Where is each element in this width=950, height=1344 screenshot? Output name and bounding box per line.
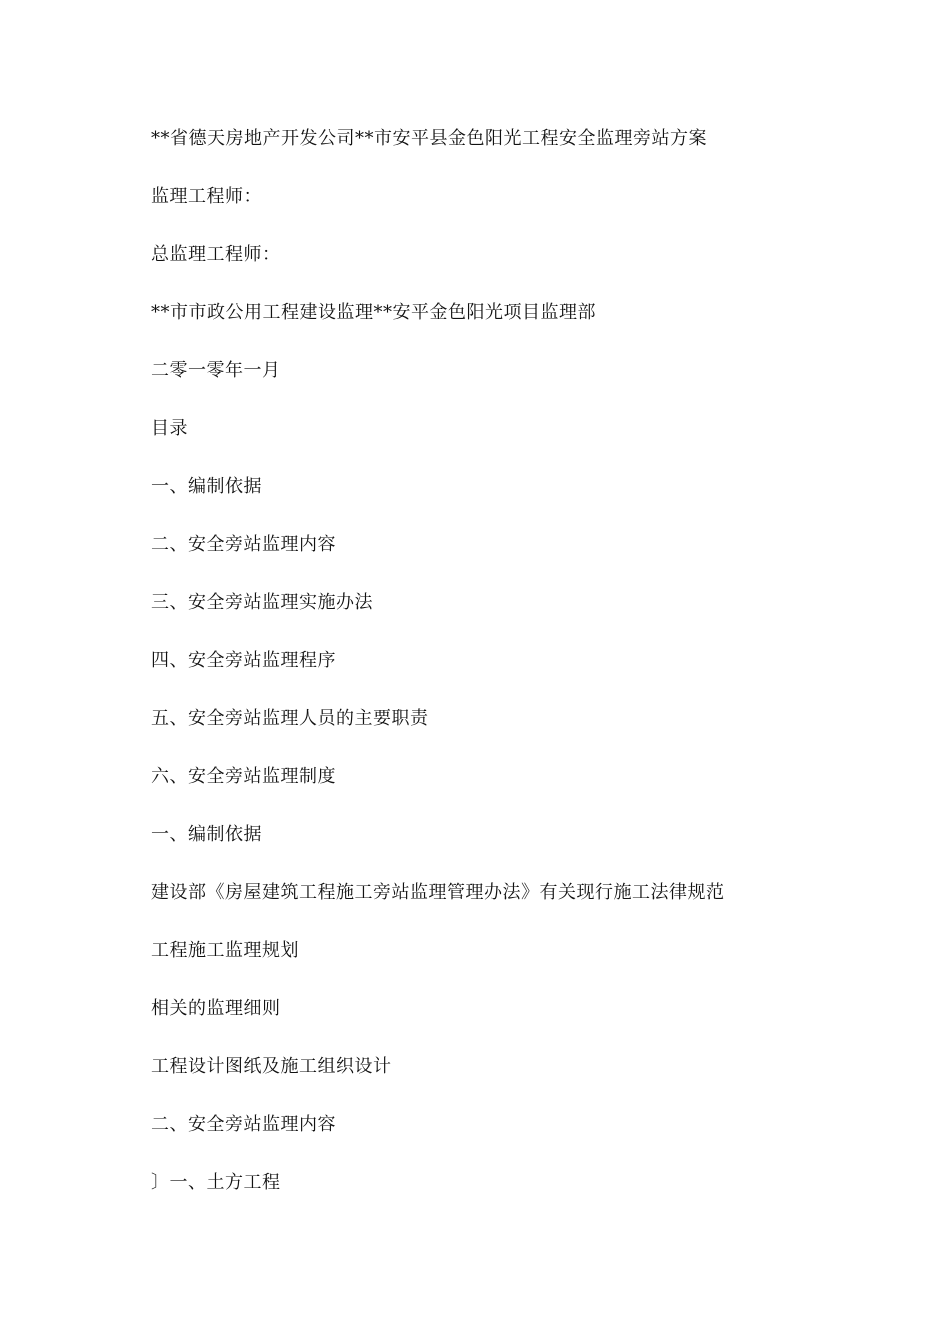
chief-engineer-label: 总监理工程师： [151, 244, 281, 265]
toc-item: 四、安全旁站监理程序 [151, 650, 336, 671]
document-date: 二零一零年一月 [151, 360, 281, 381]
basis-item: 相关的监理细则 [151, 998, 281, 1019]
document-title: **省德天房地产开发公司**市安平县金色阳光工程安全监理旁站方案 [151, 128, 707, 149]
toc-item: 二、安全旁站监理内容 [151, 534, 336, 555]
organization: **市市政公用工程建设监理**安平金色阳光项目监理部 [151, 302, 596, 323]
toc-item: 一、编制依据 [151, 476, 262, 497]
toc-heading: 目录 [151, 418, 188, 439]
subsection-heading: 〕一、土方工程 [151, 1172, 281, 1193]
engineer-label: 监理工程师： [151, 186, 262, 207]
section-heading: 一、编制依据 [151, 824, 262, 845]
section-heading: 二、安全旁站监理内容 [151, 1114, 336, 1135]
basis-item: 工程设计图纸及施工组织设计 [151, 1056, 392, 1077]
toc-item: 三、安全旁站监理实施办法 [151, 592, 373, 613]
toc-item: 六、安全旁站监理制度 [151, 766, 336, 787]
basis-item: 建设部《房屋建筑工程施工旁站监理管理办法》有关现行施工法律规范 [151, 882, 725, 903]
basis-item: 工程施工监理规划 [151, 940, 299, 961]
toc-item: 五、安全旁站监理人员的主要职责 [151, 708, 429, 729]
